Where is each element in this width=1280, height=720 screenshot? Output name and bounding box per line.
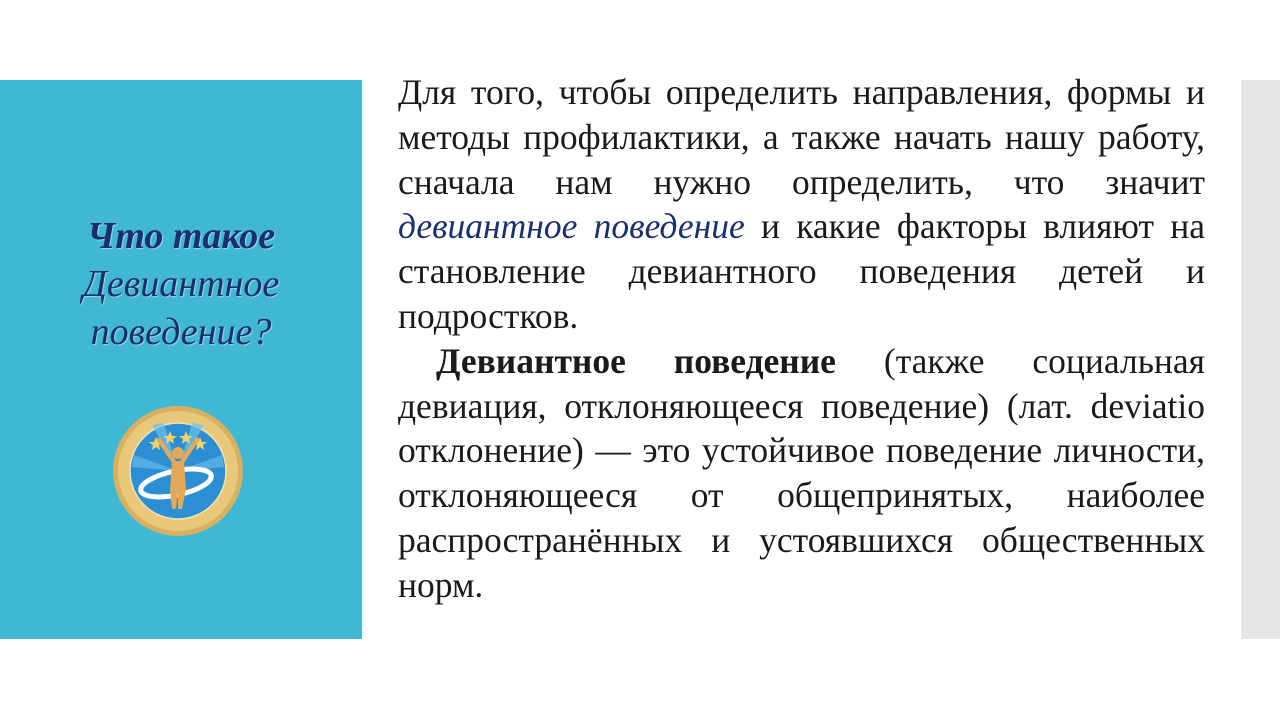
paragraph-definition: [398, 339, 1205, 608]
intro-text-start: Для того, чтобы определить направления, формы и методы профилактики, а также начать нашу работу, сначала нам нужно определить, что значит: [398, 72, 1205, 202]
definition-term: Девиантное поведение: [436, 340, 836, 381]
slide-title: [0, 212, 362, 356]
right-side-bar: [1241, 80, 1280, 639]
paragraph-intro: [398, 70, 1205, 339]
title-line-3: поведение?: [90, 311, 272, 353]
emphasis-deviant-behavior: девиантное поведение: [398, 206, 745, 247]
main-text: [398, 70, 1205, 608]
title-line-1: Что такое: [86, 215, 276, 257]
intro-text-end: и какие факторы влияют на становление девиантного поведения детей и подростков.: [398, 206, 1205, 336]
institute-emblem-icon: [112, 405, 244, 537]
title-line-2: Девиантное: [82, 263, 280, 305]
left-panel: [0, 80, 362, 639]
definition-text: (также социальная девиация, отклоняющееся поведение) (лат. deviatio отклонение) — это устойчивое поведение личности, отклоняющееся от общепринятых, наиболее распространённых и устоявшихся общественных норм.: [398, 340, 1205, 605]
